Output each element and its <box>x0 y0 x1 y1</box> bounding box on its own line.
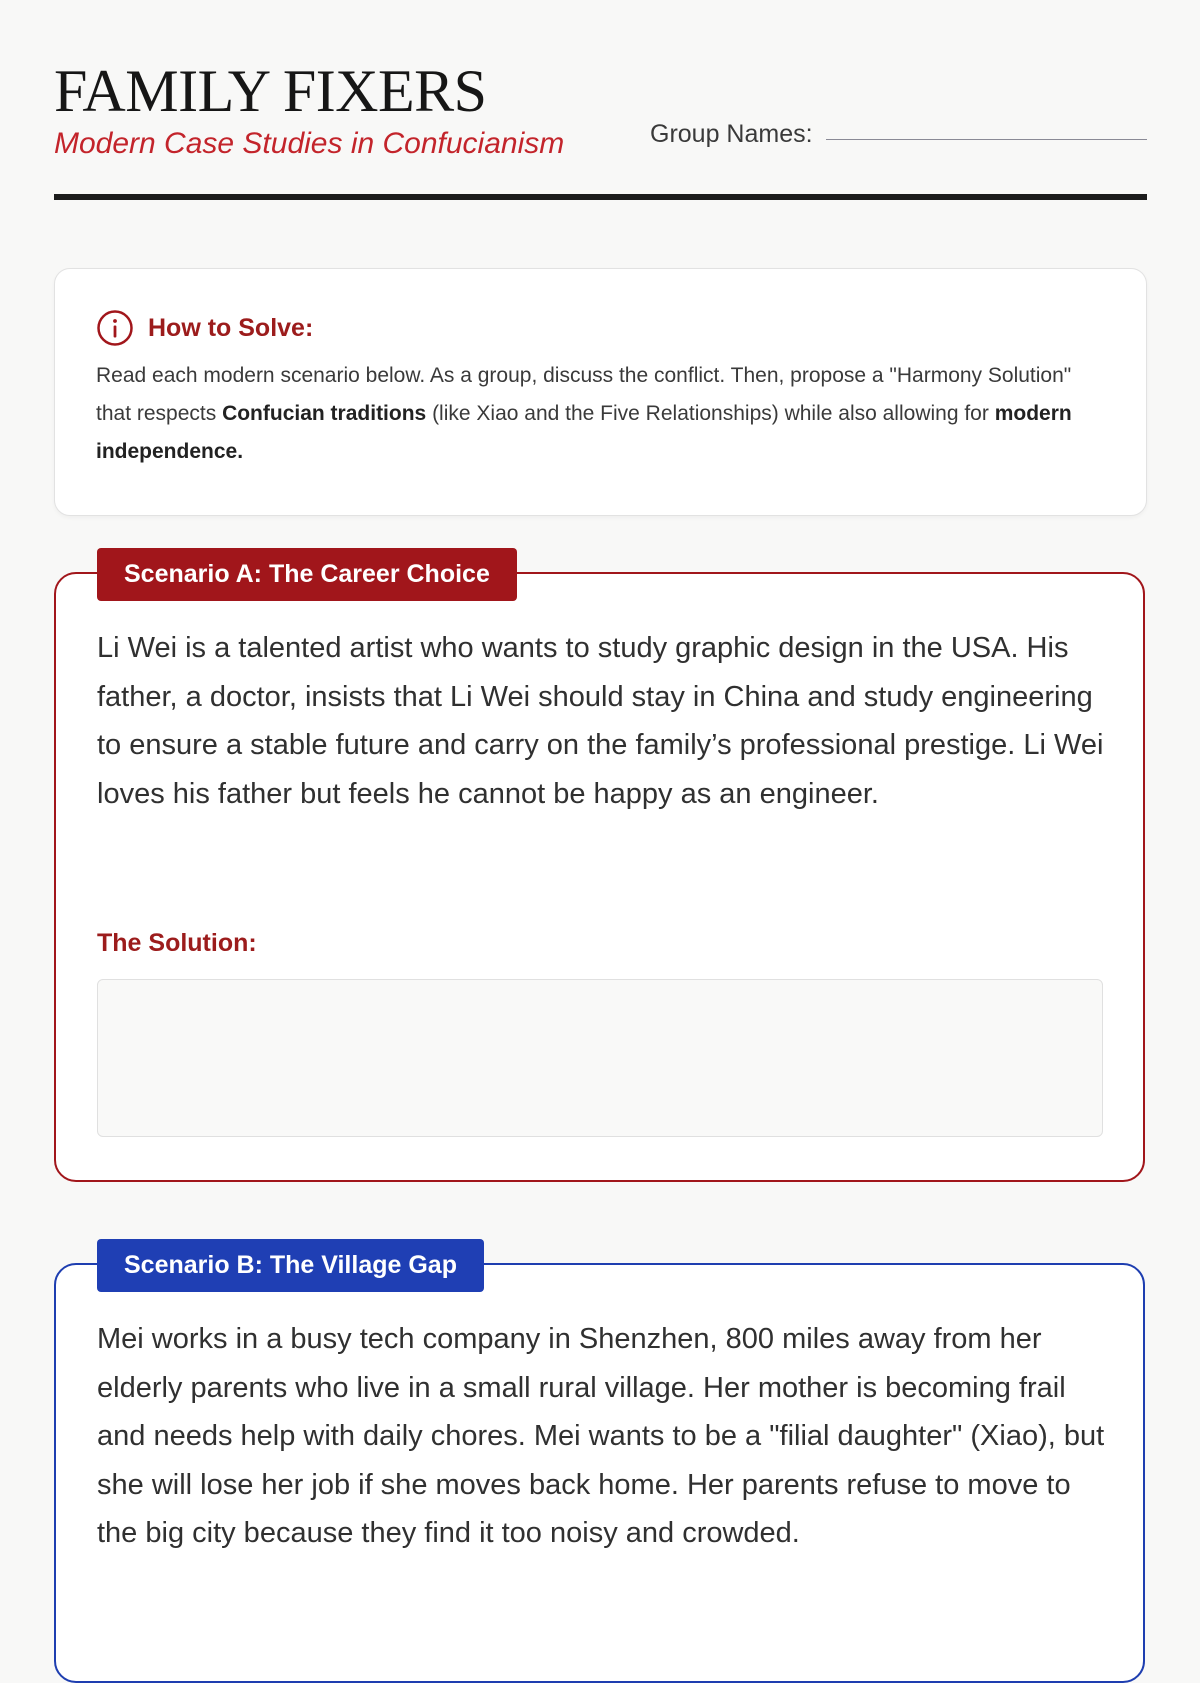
instructions-bold-traditions: Confucian traditions <box>222 402 427 425</box>
group-names-field[interactable] <box>650 114 1147 154</box>
header-divider <box>54 194 1147 200</box>
scenario-card-a <box>54 560 1145 1182</box>
solution-input-a[interactable] <box>97 979 1103 1137</box>
scenario-card-b <box>54 1251 1145 1683</box>
scenario-tag-b: Scenario B: The Village Gap <box>97 1239 484 1292</box>
worksheet-header <box>54 54 1147 200</box>
instructions-heading <box>96 310 313 346</box>
solution-label-a: The Solution: <box>97 929 257 957</box>
instructions-text <box>96 357 1096 471</box>
scenario-tag-a: Scenario A: The Career Choice <box>97 548 517 601</box>
page-title: FAMILY FIXERS <box>54 58 487 124</box>
page-subtitle: Modern Case Studies in Confucianism <box>54 127 565 160</box>
instructions-text-part: (like Xiao and the Five Relationships) while also allowing for <box>426 402 995 425</box>
info-icon <box>96 309 134 347</box>
scenario-text-a: Li Wei is a talented artist who wants to study graphic design in the USA. His father, a doctor, insists that Li Wei should stay in China and study engineering to ensure a stable future and carry on the family’s professional prestige. Li Wei loves his father but feels he cannot be happy as an engineer. <box>97 632 1104 810</box>
group-names-label: Group Names: <box>650 120 813 148</box>
instructions-box <box>54 268 1147 516</box>
scenario-text-b: Mei works in a busy tech company in Shenzhen, 800 miles away from her elderly parents who live in a small rural village. Her mother is becoming frail and needs help with daily chores. Mei wants to be a "filial daughter" (Xiao), but she will lose her job if she moves back home. Her parents refuse to move to the big city because they find it too noisy and crowded. <box>97 1323 1105 1549</box>
instructions-text-part: Read each modern scenario below. As a group, discuss the conflict. Then, propose a "Harmony Solution" that respects <box>96 364 1072 425</box>
worksheet-page <box>54 0 1147 1600</box>
group-names-line[interactable] <box>826 139 1147 140</box>
instructions-bold-independence: modern independence. <box>96 402 1072 463</box>
instructions-title: How to Solve: <box>148 313 314 342</box>
